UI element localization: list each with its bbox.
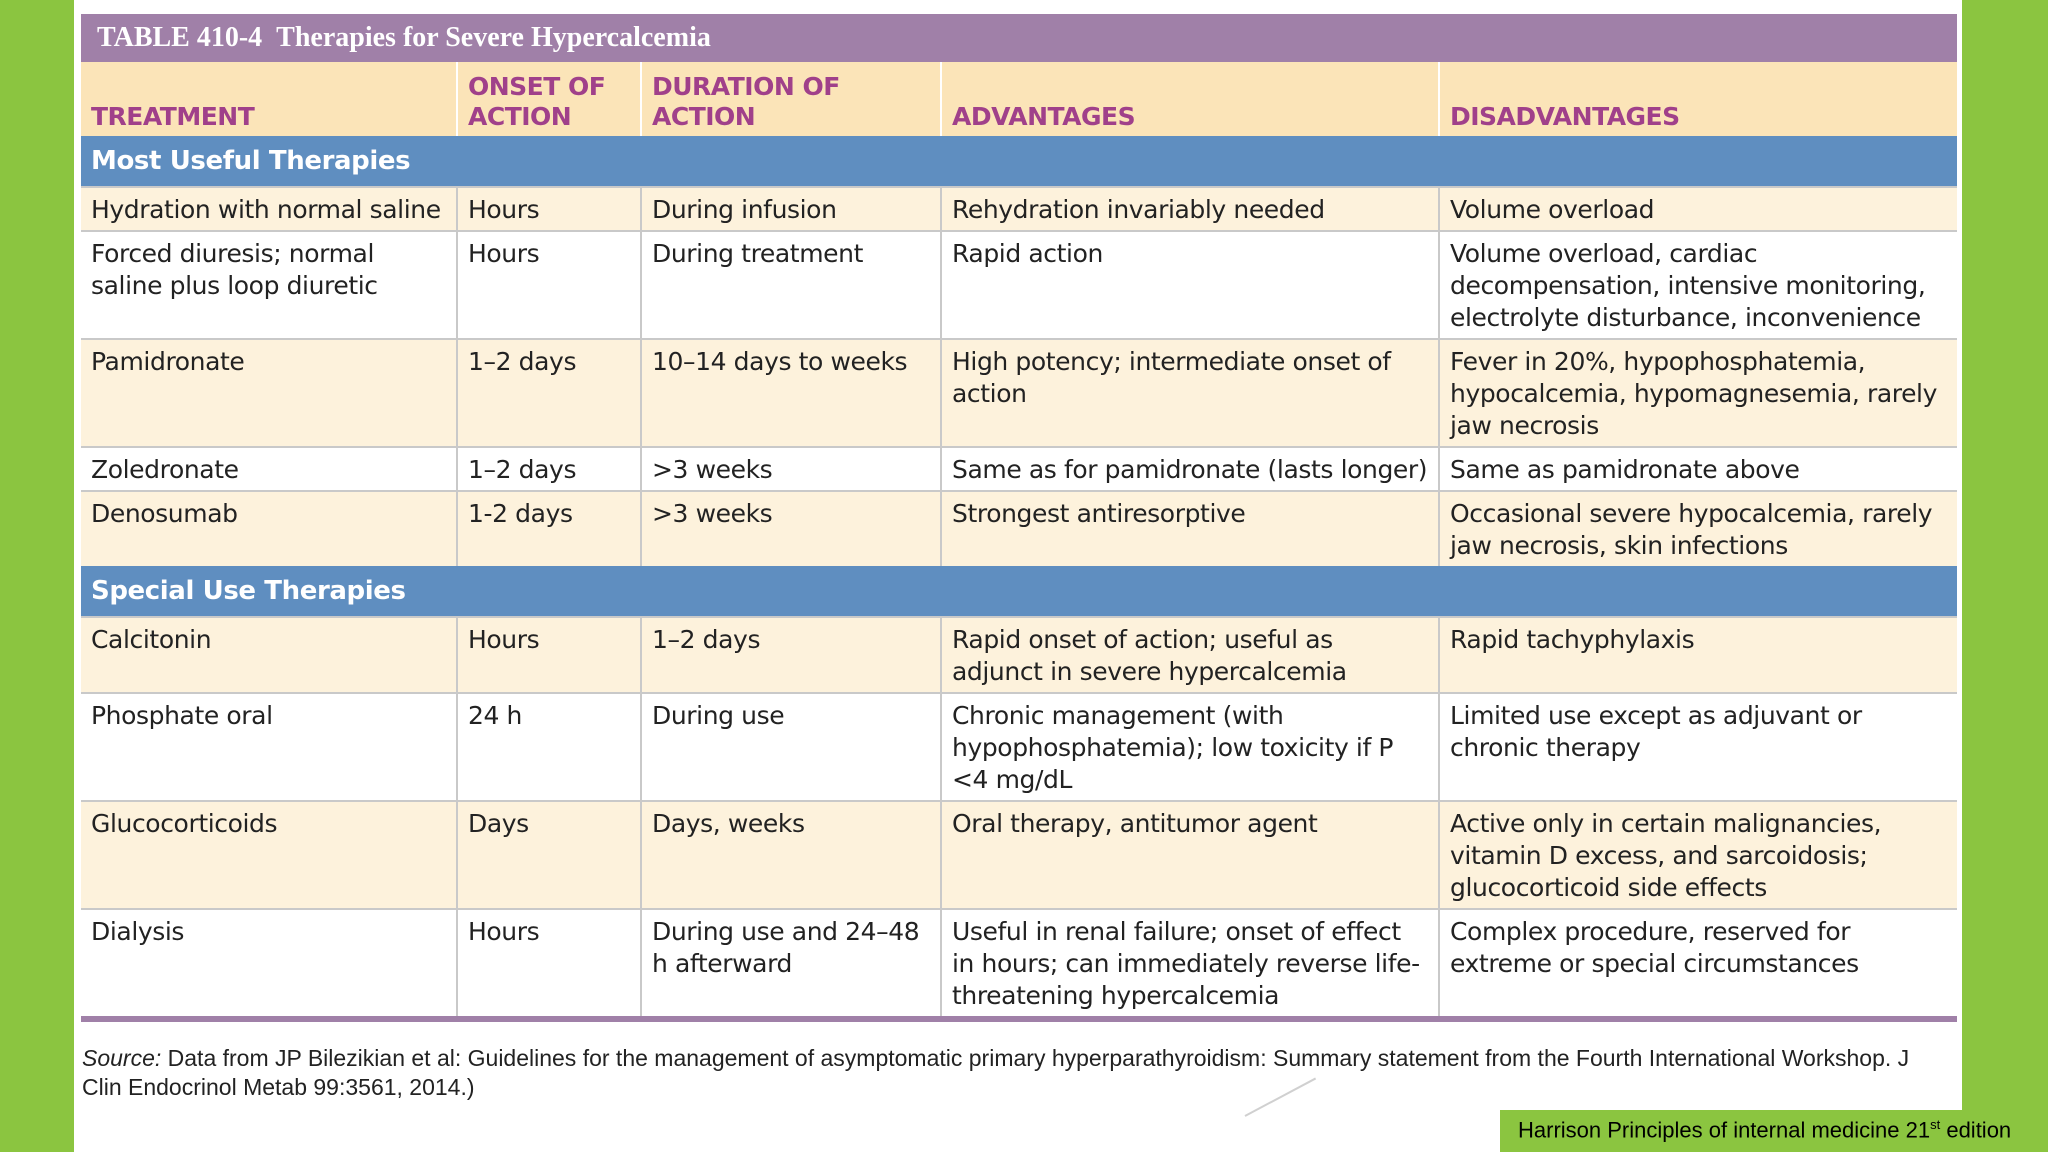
source-note [82, 1044, 1942, 1102]
table-row [81, 801, 1957, 909]
table-row [81, 617, 1957, 693]
cell-advantages: Strongest antiresorptive [941, 491, 1439, 566]
cell-treatment: Calcitonin [81, 617, 457, 693]
cell-advantages: Useful in renal failure; onset of effect in hours; can immediately reverse life-threatening hypercalcemia [941, 909, 1439, 1016]
table-row [81, 693, 1957, 801]
cell-disadvantages: Volume overload, cardiac decompensation, intensive monitoring, electrolyte disturbance, inconvenience [1439, 231, 1957, 339]
cell-duration: During treatment [641, 231, 941, 339]
cell-onset: 1–2 days [457, 447, 641, 491]
header-onset: ONSET OF ACTION [457, 62, 641, 136]
header-disadvantages: DISADVANTAGES [1439, 62, 1957, 136]
cell-onset: Hours [457, 909, 641, 1016]
cell-duration: Days, weeks [641, 801, 941, 909]
cell-treatment: Forced diuresis; normal saline plus loop diuretic [81, 231, 457, 339]
caption-edition: edition [1940, 1117, 2012, 1143]
cell-onset: Hours [457, 231, 641, 339]
cell-onset: Hours [457, 187, 641, 231]
cell-onset: 1–2 days [457, 339, 641, 447]
cell-treatment: Denosumab [81, 491, 457, 566]
cell-treatment: Hydration with normal saline [81, 187, 457, 231]
right-green-accent [1962, 0, 2048, 1152]
cell-onset: 1-2 days [457, 491, 641, 566]
table-title-text: Therapies for Severe Hypercalcemia [276, 22, 711, 53]
cell-duration: During use and 24–48 h afterward [641, 909, 941, 1016]
cell-duration: During use [641, 693, 941, 801]
cell-advantages: Same as for pamidronate (lasts longer) [941, 447, 1439, 491]
cell-duration: 1–2 days [641, 617, 941, 693]
slide-caption [1518, 1117, 2011, 1143]
section-label: Special Use Therapies [81, 566, 1957, 617]
table-bottom-rule [81, 1016, 1957, 1022]
table-row [81, 909, 1957, 1016]
cell-advantages: Rapid onset of action; useful as adjunct in severe hypercalcemia [941, 617, 1439, 693]
cell-advantages: Rapid action [941, 231, 1439, 339]
caption-text: Harrison Principles of internal medicine 21 [1518, 1117, 1931, 1143]
cell-advantages: Rehydration invariably needed [941, 187, 1439, 231]
cell-duration: >3 weeks [641, 447, 941, 491]
cell-disadvantages: Rapid tachyphylaxis [1439, 617, 1957, 693]
cell-onset: Hours [457, 617, 641, 693]
cell-advantages: Chronic management (with hypophosphatemia); low toxicity if P <4 mg/dL [941, 693, 1439, 801]
cell-treatment: Zoledronate [81, 447, 457, 491]
section-row [81, 136, 1957, 187]
therapy-table-container [81, 14, 1957, 1022]
cell-disadvantages: Volume overload [1439, 187, 1957, 231]
cell-onset: 24 h [457, 693, 641, 801]
table-row [81, 447, 1957, 491]
table-number: TABLE 410-4 [97, 22, 263, 53]
source-text: Data from JP Bilezikian et al: Guidelines for the management of asymptomatic primary hyperparathyroidism: Summary statement from the Fourth International Workshop. J Clin Endocrinol Metab 99:3561, 2014.) [82, 1045, 1910, 1100]
cell-duration: >3 weeks [641, 491, 941, 566]
table-row [81, 339, 1957, 447]
header-advantages: ADVANTAGES [941, 62, 1439, 136]
left-green-accent [0, 0, 74, 1152]
section-label: Most Useful Therapies [81, 136, 1957, 187]
table-row [81, 187, 1957, 231]
cell-disadvantages: Complex procedure, reserved for extreme or special circumstances [1439, 909, 1957, 1016]
cell-treatment: Glucocorticoids [81, 801, 457, 909]
cell-treatment: Pamidronate [81, 339, 457, 447]
section-row [81, 566, 1957, 617]
header-treatment: TREATMENT [81, 62, 457, 136]
cell-duration: During infusion [641, 187, 941, 231]
cell-advantages: High potency; intermediate onset of action [941, 339, 1439, 447]
source-label: Source: [82, 1045, 162, 1071]
table-row [81, 231, 1957, 339]
cell-disadvantages: Fever in 20%, hypophosphatemia, hypocalcemia, hypomagnesemia, rarely jaw necrosis [1439, 339, 1957, 447]
cell-advantages: Oral therapy, antitumor agent [941, 801, 1439, 909]
table-row [81, 491, 1957, 566]
cell-onset: Days [457, 801, 641, 909]
cell-duration: 10–14 days to weeks [641, 339, 941, 447]
cell-disadvantages: Active only in certain malignancies, vitamin D excess, and sarcoidosis; glucocorticoid side effects [1439, 801, 1957, 909]
therapy-table [81, 62, 1957, 1016]
header-row [81, 62, 1957, 136]
table-title [81, 14, 1957, 62]
cell-disadvantages: Same as pamidronate above [1439, 447, 1957, 491]
cell-disadvantages: Limited use except as adjuvant or chronic therapy [1439, 693, 1957, 801]
caption-superscript: st [1930, 1117, 1941, 1132]
header-duration: DURATION OF ACTION [641, 62, 941, 136]
cell-disadvantages: Occasional severe hypocalcemia, rarely jaw necrosis, skin infections [1439, 491, 1957, 566]
cell-treatment: Dialysis [81, 909, 457, 1016]
table-body [81, 136, 1957, 1016]
cell-treatment: Phosphate oral [81, 693, 457, 801]
